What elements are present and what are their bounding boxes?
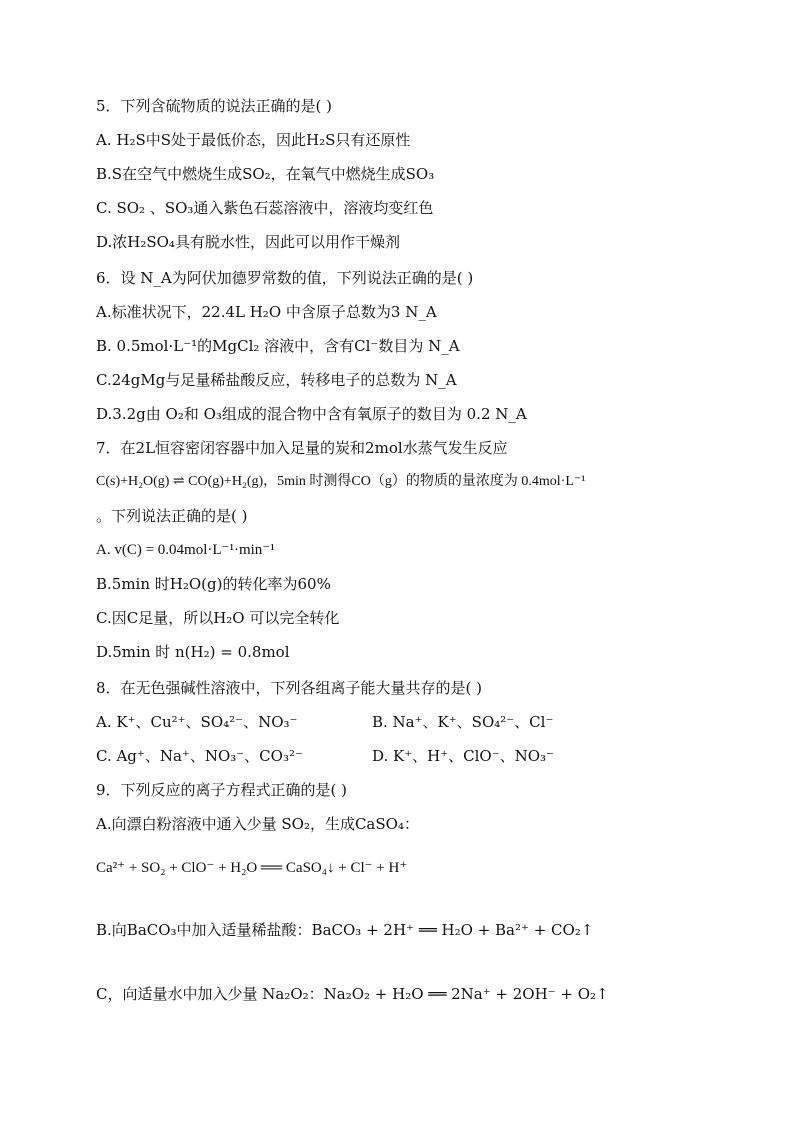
q9-option-c: C，向适量水中加入少量 Na₂O₂：Na₂O₂ + H₂O ══ 2Na⁺ + 2OH⁻ + O₂↑: [96, 985, 609, 1003]
q7-option-b: B.5min 时H₂O(g)的转化率为60%: [96, 575, 331, 593]
q7-option-d: D.5min 时 n(H₂) = 0.8mol: [96, 643, 290, 661]
q8-option-a: A. K⁺、Cu²⁺、SO₄²⁻、NO₃⁻: [96, 713, 298, 731]
q8-stem: 8．在无色强碱性溶液中，下列各组离子能大量共存的是( ): [96, 679, 483, 697]
q8-option-b: B. Na⁺、K⁺、SO₄²⁻、Cl⁻: [372, 713, 554, 731]
q5-stem: 5．下列含硫物质的说法正确的是( ): [96, 97, 333, 115]
q6-option-b: B. 0.5mol·L⁻¹的MgCl₂ 溶液中，含有Cl⁻数目为 N_A: [96, 337, 460, 355]
q9-option-b: B.向BaCO₃中加入适量稀盐酸：BaCO₃ + 2H⁺ ══ H₂O + Ba²⁺ + CO₂↑: [96, 921, 594, 939]
q8-option-c: C. Ag⁺、Na⁺、NO₃⁻、CO₃²⁻: [96, 747, 303, 765]
q6-stem: 6．设 N_A为阿伏加德罗常数的值，下列说法正确的是( ): [96, 269, 474, 287]
q7-stem-tail: 。下列说法正确的是( ): [96, 507, 248, 525]
q9-option-a-equation: Ca²⁺ + SO₂ + ClO⁻ + H₂O ══ CaSO₄↓ + Cl⁻ + H⁺: [96, 860, 408, 876]
q9-option-a: A.向漂白粉溶液中通入少量 SO₂，生成CaSO₄：: [96, 815, 419, 833]
q6-option-a: A.标准状况下，22.4L H₂O 中含原子总数为3 N_A: [96, 303, 437, 321]
q7-option-a: A. v(C) = 0.04mol·L⁻¹·min⁻¹: [96, 542, 275, 558]
q7-option-c: C.因C足量，所以H₂O 可以完全转化: [96, 609, 340, 627]
q5-option-c: C. SO₂ 、SO₃通入紫色石蕊溶液中，溶液均变红色: [96, 199, 434, 217]
q8-option-d: D. K⁺、H⁺、ClO⁻、NO₃⁻: [372, 747, 554, 765]
q6-option-d: D.3.2g由 O₂和 O₃组成的混合物中含有氧原子的数目为 0.2 N_A: [96, 405, 527, 423]
q7-stem: 7．在2L恒容密闭容器中加入足量的炭和2mol水蒸气发生反应: [96, 439, 508, 457]
q5-option-a: A. H₂S中S处于最低价态，因此H₂S只有还原性: [96, 131, 411, 149]
q7-equation: C(s)+H₂O(g) ⇌ CO(g)+H₂(g)，5min 时测得CO（g）的物质的量浓度为 0.4mol·L⁻¹: [96, 474, 586, 489]
q6-option-c: C.24gMg与足量稀盐酸反应，转移电子的总数为 N_A: [96, 371, 457, 389]
q9-stem: 9．下列反应的离子方程式正确的是( ): [96, 781, 348, 799]
q5-option-d: D.浓H₂SO₄具有脱水性，因此可以用作干燥剂: [96, 233, 400, 251]
q5-option-b: B.S在空气中燃烧生成SO₂，在氧气中燃烧生成SO₃: [96, 165, 435, 183]
